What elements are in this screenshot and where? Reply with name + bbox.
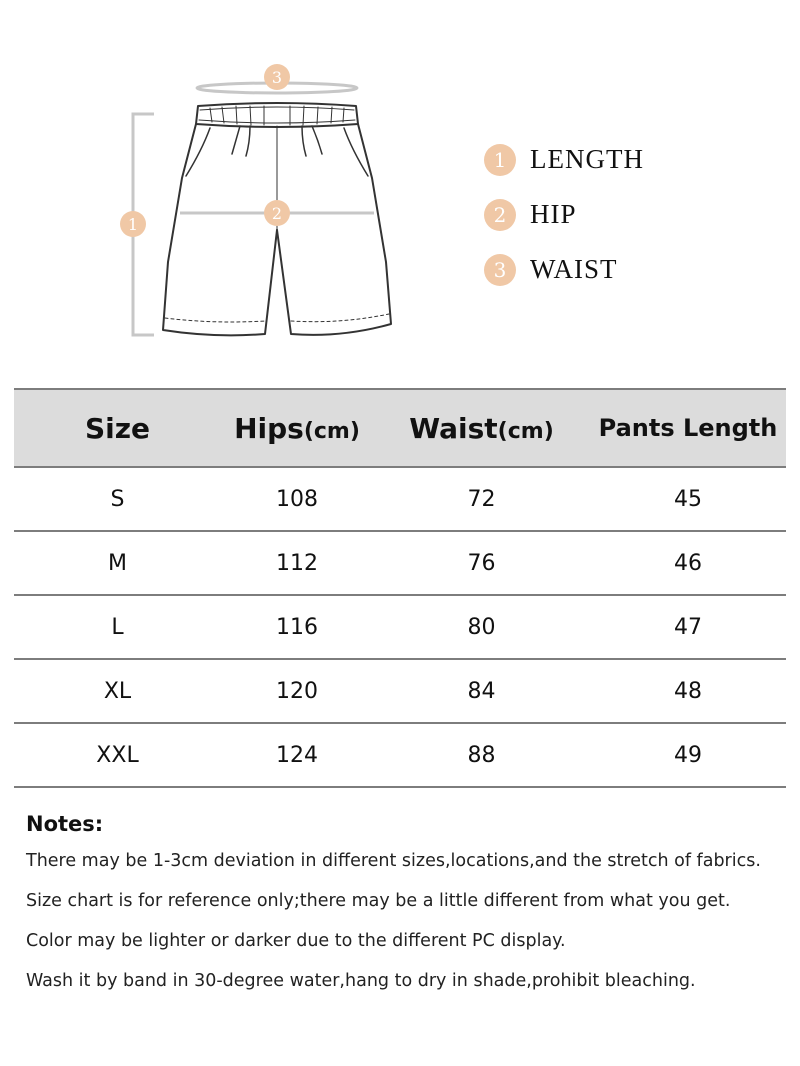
note-line: Wash it by band in 30-degree water,hang to dry in shade,prohibit bleaching. [26, 971, 696, 991]
legend-label: WAIST [530, 254, 618, 284]
header-length-label: Pants Length [598, 414, 778, 442]
cell-waist: 84 [373, 659, 590, 723]
cell-size: S [14, 467, 221, 531]
cell-size: L [14, 595, 221, 659]
legend-badge: 1 [484, 144, 516, 176]
cell-length: 45 [590, 467, 786, 531]
header-waist-label: Waist [409, 411, 498, 445]
cell-hips: 120 [221, 659, 373, 723]
legend-item-hip [484, 187, 644, 242]
legend-label: HIP [530, 199, 577, 229]
cell-length: 47 [590, 595, 786, 659]
header-hips [221, 389, 373, 467]
header-hips-label: Hips [234, 411, 304, 445]
cell-size: XL [14, 659, 221, 723]
marker-waist-number: 3 [271, 68, 283, 87]
legend-badge: 2 [484, 199, 516, 231]
legend-item-waist [484, 242, 644, 297]
table-header-row [14, 389, 786, 467]
cell-length: 48 [590, 659, 786, 723]
table-row [14, 531, 786, 595]
shorts-measurement-diagram [0, 0, 800, 360]
cell-length: 49 [590, 723, 786, 787]
marker-length [120, 211, 146, 237]
notes-title: Notes: [26, 812, 104, 836]
note-line: There may be 1-3cm deviation in different sizes,locations,and the stretch of fabrics. [26, 851, 761, 871]
header-size [14, 389, 221, 467]
header-hips-unit: (cm) [303, 418, 360, 444]
size-chart-table [14, 388, 786, 788]
marker-hip-number: 2 [271, 204, 283, 223]
header-waist [373, 389, 590, 467]
cell-waist: 80 [373, 595, 590, 659]
marker-waist [264, 64, 290, 90]
cell-waist: 88 [373, 723, 590, 787]
header-waist-unit: (cm) [497, 418, 554, 444]
note-line: Size chart is for reference only;there may be a little different from what you get. [26, 891, 731, 911]
table-row [14, 659, 786, 723]
cell-size: XXL [14, 723, 221, 787]
legend-label: LENGTH [530, 144, 644, 174]
measurement-legend [484, 132, 644, 297]
table-row [14, 467, 786, 531]
cell-size: M [14, 531, 221, 595]
cell-waist: 72 [373, 467, 590, 531]
legend-badge: 3 [484, 254, 516, 286]
header-length [590, 389, 786, 467]
cell-waist: 76 [373, 531, 590, 595]
table-row [14, 595, 786, 659]
notes-section [26, 812, 796, 1006]
header-size-label: Size [84, 411, 151, 445]
marker-hip [264, 200, 290, 226]
cell-hips: 108 [221, 467, 373, 531]
note-line: Color may be lighter or darker due to the different PC display. [26, 931, 566, 951]
cell-length: 46 [590, 531, 786, 595]
marker-length-number: 1 [127, 215, 139, 234]
cell-hips: 124 [221, 723, 373, 787]
cell-hips: 112 [221, 531, 373, 595]
cell-hips: 116 [221, 595, 373, 659]
legend-item-length [484, 132, 644, 187]
table-row [14, 723, 786, 787]
